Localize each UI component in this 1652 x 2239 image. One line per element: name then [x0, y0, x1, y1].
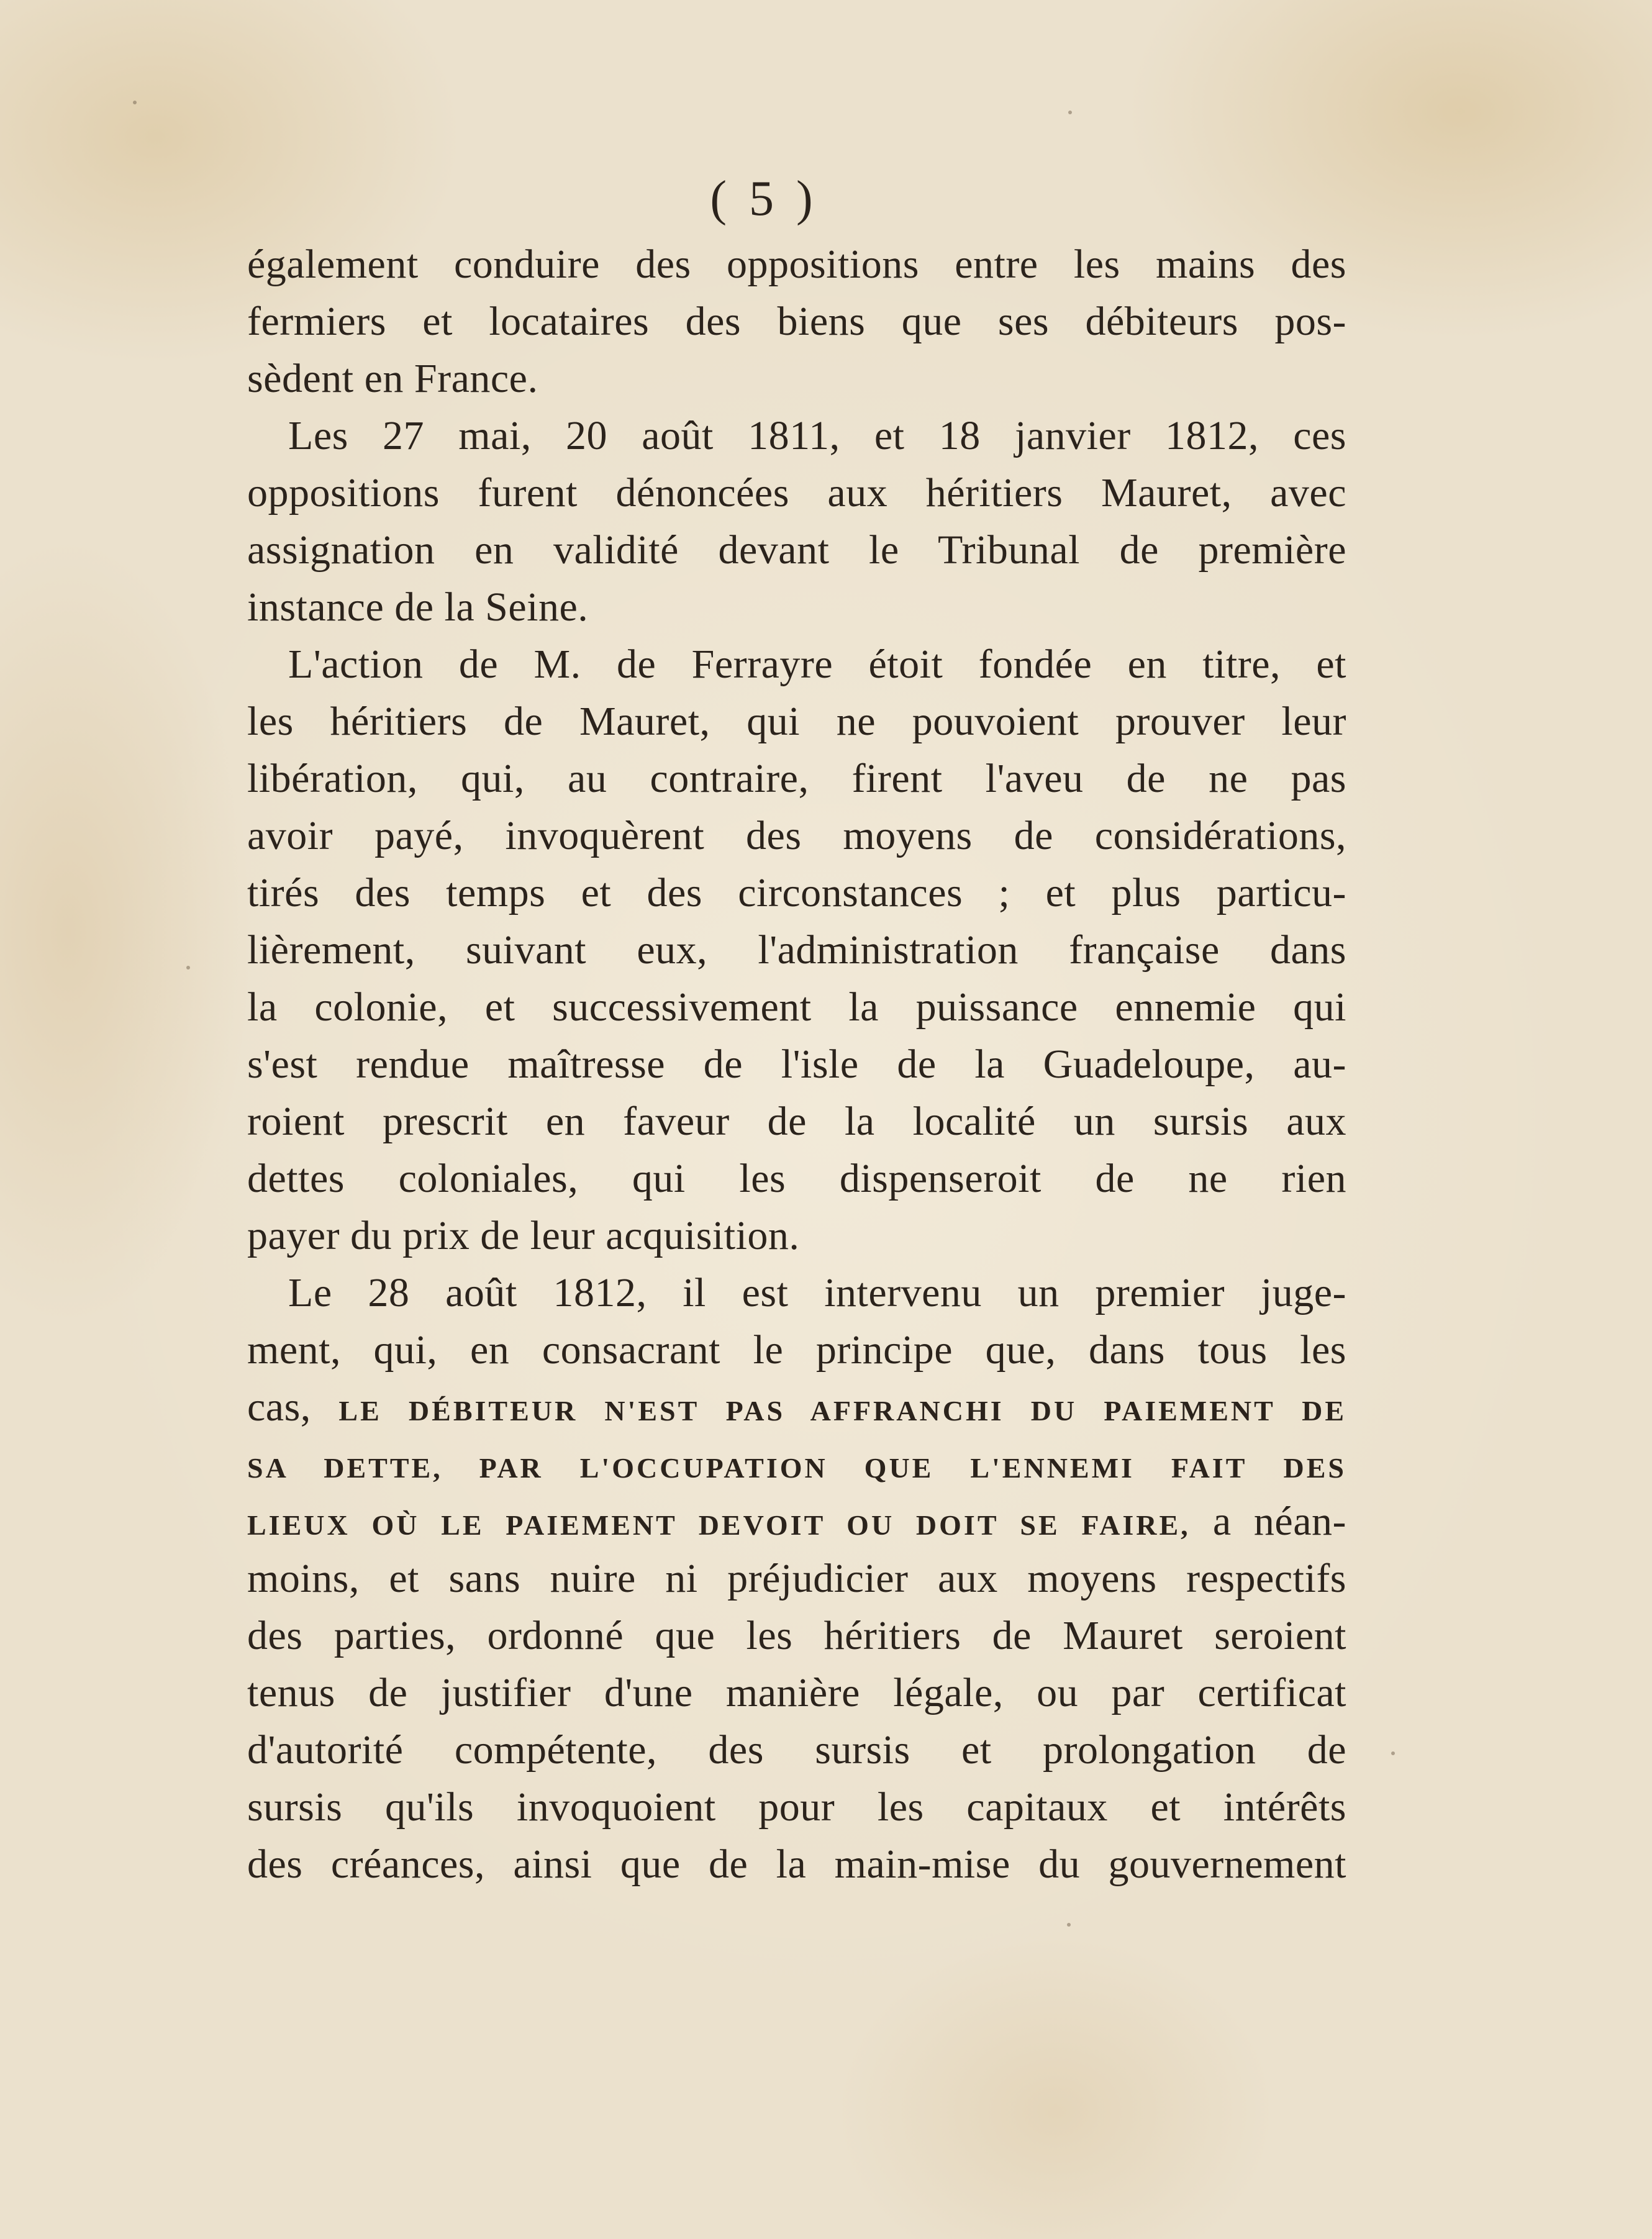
paper-speck	[1068, 111, 1072, 114]
text-line: payer du prix de leur acquisition.	[247, 1213, 800, 1258]
text-line: sèdent en France.	[247, 356, 538, 401]
text-line: oppositions furent dénoncées aux héritiers Mauret, avec	[247, 470, 1346, 515]
text-line: des parties, ordonné que les héritiers de Mauret seroient	[247, 1613, 1346, 1658]
text-line: assignation en validité devant le Tribunal de première	[247, 527, 1346, 573]
text-line: moins, et sans nuire ni préjudicier aux moyens respectifs	[247, 1556, 1346, 1601]
text-line: tirés des temps et des circonstances ; et plus particu-	[247, 870, 1346, 915]
text-line: Le 28 août 1812, il est intervenu un premier juge-	[288, 1270, 1346, 1315]
small-caps-text: LIEUX OÙ LE PAIEMENT DEVOIT OU DOIT SE FAIRE,	[247, 1509, 1191, 1541]
text-line: fermiers et locataires des biens que ses débiteurs pos-	[247, 299, 1346, 344]
text-line: également conduire des oppositions entre les mains des	[247, 242, 1346, 287]
paper-speck	[1067, 1923, 1071, 1927]
text-line: ment, qui, en consacrant le principe que, dans tous les	[247, 1327, 1346, 1373]
text-line: roient prescrit en faveur de la localité un sursis aux	[247, 1099, 1346, 1144]
text-line: tenus de justifier d'une manière légale, ou par certificat	[247, 1670, 1346, 1715]
paper-speck	[1391, 1751, 1395, 1755]
text-line	[247, 1493, 1346, 1550]
text-line: L'action de M. de Ferrayre étoit fondée en titre, et	[288, 642, 1346, 687]
paper-speck	[133, 101, 137, 104]
text-line: des créances, ainsi que de la main-mise du gouvernement	[247, 1842, 1346, 1887]
text-line: sursis qu'ils invoquoient pour les capitaux et intérêts	[247, 1784, 1346, 1830]
text-line: Les 27 mai, 20 août 1811, et 18 janvier 1812, ces	[288, 413, 1346, 458]
text-line: s'est rendue maîtresse de l'isle de la Guadeloupe, au-	[247, 1042, 1346, 1087]
page-number: ( 5 )	[710, 171, 818, 226]
paper-speck	[186, 966, 190, 970]
text-line: libération, qui, au contraire, firent l'aveu de ne pas	[247, 756, 1346, 801]
text-line: avoir payé, invoquèrent des moyens de considérations,	[247, 813, 1346, 858]
text-line: les héritiers de Mauret, qui ne pouvoient prouver leur	[247, 699, 1346, 744]
small-caps-text: SA DETTE, PAR L'OCCUPATION QUE L'ENNEMI FAIT DES	[247, 1452, 1346, 1484]
text-line: d'autorité compétente, des sursis et prolongation de	[247, 1727, 1346, 1773]
text-line: dettes coloniales, qui les dispenseroit de ne rien	[247, 1156, 1346, 1201]
text-line: instance de la Seine.	[247, 584, 589, 630]
text-line: lièrement, suivant eux, l'administration française dans	[247, 927, 1346, 973]
body-text	[247, 236, 1346, 1893]
text-run: cas,	[247, 1384, 311, 1430]
text-line: la colonie, et successivement la puissance ennemie qui	[247, 984, 1346, 1030]
text-line	[247, 1379, 1346, 1436]
text-line	[247, 1436, 1346, 1493]
small-caps-text: LE DÉBITEUR N'EST PAS AFFRANCHI DU PAIEMENT DE	[338, 1395, 1346, 1427]
text-run: a néan-	[1212, 1499, 1346, 1544]
